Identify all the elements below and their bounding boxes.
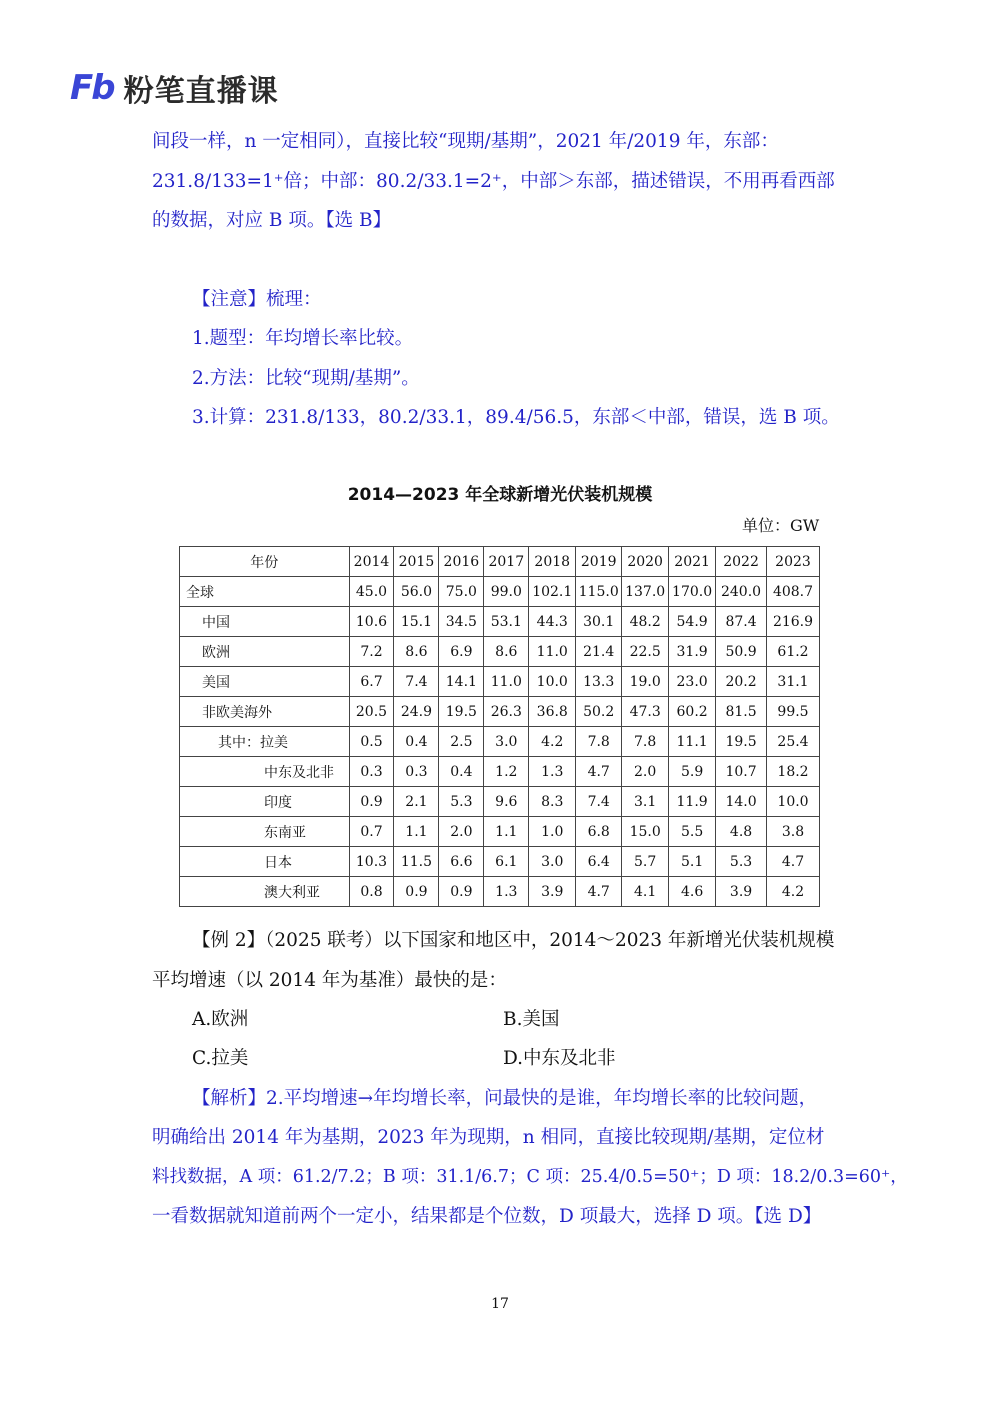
table-cell: 1.3 bbox=[529, 757, 576, 787]
row-label: 东南亚 bbox=[180, 817, 350, 847]
table-cell: 26.3 bbox=[484, 697, 529, 727]
row-label: 澳大利亚 bbox=[180, 877, 350, 907]
table-cell: 15.1 bbox=[394, 607, 439, 637]
table-cell: 53.1 bbox=[484, 607, 529, 637]
table-cell: 8.3 bbox=[529, 787, 576, 817]
table-row bbox=[180, 817, 820, 847]
table-cell: 61.2 bbox=[767, 637, 820, 667]
table-cell: 102.1 bbox=[529, 577, 576, 607]
table-cell: 216.9 bbox=[767, 607, 820, 637]
header-year: 2022 bbox=[716, 547, 767, 577]
row-label: 印度 bbox=[180, 787, 350, 817]
table-cell: 50.2 bbox=[576, 697, 622, 727]
table-cell: 10.0 bbox=[767, 787, 820, 817]
table-row bbox=[180, 847, 820, 877]
table-cell: 99.5 bbox=[767, 697, 820, 727]
intro-line-2: 231.8/133=1⁺倍；中部：80.2/33.1=2⁺，中部＞东部，描述错误，不用再看西部 bbox=[152, 171, 835, 192]
table-cell: 4.6 bbox=[669, 877, 716, 907]
table-cell: 60.2 bbox=[669, 697, 716, 727]
table-cell: 4.1 bbox=[622, 877, 669, 907]
table-cell: 7.2 bbox=[349, 637, 394, 667]
option-a: A.欧洲 bbox=[192, 1009, 249, 1030]
table-cell: 31.9 bbox=[669, 637, 716, 667]
table-cell: 11.5 bbox=[394, 847, 439, 877]
table-cell: 2.0 bbox=[622, 757, 669, 787]
table-row bbox=[180, 577, 820, 607]
table-cell: 3.9 bbox=[529, 877, 576, 907]
table-cell: 6.9 bbox=[439, 637, 484, 667]
table-cell: 4.7 bbox=[576, 877, 622, 907]
table-cell: 0.7 bbox=[349, 817, 394, 847]
table-cell: 9.6 bbox=[484, 787, 529, 817]
table-row bbox=[180, 877, 820, 907]
table-cell: 19.5 bbox=[716, 727, 767, 757]
table-cell: 54.9 bbox=[669, 607, 716, 637]
table-cell: 56.0 bbox=[394, 577, 439, 607]
table-cell: 115.0 bbox=[576, 577, 622, 607]
table-cell: 20.5 bbox=[349, 697, 394, 727]
option-c: C.拉美 bbox=[192, 1048, 249, 1069]
table-cell: 99.0 bbox=[484, 577, 529, 607]
header-year: 2019 bbox=[576, 547, 622, 577]
option-d: D.中东及北非 bbox=[503, 1048, 616, 1069]
table-cell: 0.8 bbox=[349, 877, 394, 907]
table-cell: 14.1 bbox=[439, 667, 484, 697]
table-header-row bbox=[180, 547, 820, 577]
table-cell: 1.2 bbox=[484, 757, 529, 787]
question-line-2: 平均增速（以 2014 年为基准）最快的是： bbox=[152, 970, 507, 991]
table-cell: 5.5 bbox=[669, 817, 716, 847]
brand-logo bbox=[70, 66, 279, 110]
table-cell: 0.9 bbox=[394, 877, 439, 907]
table-cell: 15.0 bbox=[622, 817, 669, 847]
table-cell: 11.0 bbox=[484, 667, 529, 697]
table-cell: 3.9 bbox=[716, 877, 767, 907]
note-item-3: 3.计算：231.8/133，80.2/33.1，89.4/56.5，东部＜中部，错误，选 B 项。 bbox=[192, 407, 840, 428]
table-cell: 36.8 bbox=[529, 697, 576, 727]
table-cell: 5.3 bbox=[439, 787, 484, 817]
table-row bbox=[180, 607, 820, 637]
table-cell: 47.3 bbox=[622, 697, 669, 727]
table-cell: 0.3 bbox=[394, 757, 439, 787]
table-cell: 8.6 bbox=[484, 637, 529, 667]
row-label: 美国 bbox=[180, 667, 350, 697]
table-cell: 1.3 bbox=[484, 877, 529, 907]
table-cell: 3.1 bbox=[622, 787, 669, 817]
header-year: 2023 bbox=[767, 547, 820, 577]
table-cell: 22.5 bbox=[622, 637, 669, 667]
header-year: 2014 bbox=[349, 547, 394, 577]
table-cell: 31.1 bbox=[767, 667, 820, 697]
analysis-line-4: 一看数据就知道前两个一定小，结果都是个位数，D 项最大，选择 D 项。【选 D】 bbox=[152, 1206, 822, 1227]
table-cell: 5.3 bbox=[716, 847, 767, 877]
table-cell: 10.6 bbox=[349, 607, 394, 637]
table-cell: 7.4 bbox=[576, 787, 622, 817]
table-cell: 34.5 bbox=[439, 607, 484, 637]
table-cell: 7.8 bbox=[576, 727, 622, 757]
table-row bbox=[180, 637, 820, 667]
table-row bbox=[180, 667, 820, 697]
table-cell: 13.3 bbox=[576, 667, 622, 697]
table-cell: 10.3 bbox=[349, 847, 394, 877]
table-cell: 24.9 bbox=[394, 697, 439, 727]
note-heading: 【注意】梳理： bbox=[192, 289, 322, 310]
table-cell: 6.6 bbox=[439, 847, 484, 877]
row-label: 中东及北非 bbox=[180, 757, 350, 787]
analysis-line-2: 明确给出 2014 年为基期，2023 年为现期，n 相同，直接比较现期/基期，定位材 bbox=[152, 1127, 825, 1148]
table-row bbox=[180, 727, 820, 757]
table-cell: 4.2 bbox=[529, 727, 576, 757]
table-cell: 1.1 bbox=[394, 817, 439, 847]
table-cell: 10.0 bbox=[529, 667, 576, 697]
table-cell: 25.4 bbox=[767, 727, 820, 757]
header-year: 2020 bbox=[622, 547, 669, 577]
table-cell: 7.8 bbox=[622, 727, 669, 757]
table-cell: 1.0 bbox=[529, 817, 576, 847]
row-label: 中国 bbox=[180, 607, 350, 637]
header-year: 2016 bbox=[439, 547, 484, 577]
header-year-label: 年份 bbox=[180, 547, 350, 577]
intro-line-1: 间段一样，n 一定相同），直接比较“现期/基期”，2021 年/2019 年，东部： bbox=[152, 131, 779, 152]
row-label: 其中：拉美 bbox=[180, 727, 350, 757]
table-cell: 45.0 bbox=[349, 577, 394, 607]
table-cell: 6.1 bbox=[484, 847, 529, 877]
table-cell: 6.4 bbox=[576, 847, 622, 877]
table-cell: 10.7 bbox=[716, 757, 767, 787]
pv-capacity-table bbox=[179, 546, 820, 907]
header-year: 2021 bbox=[669, 547, 716, 577]
table-cell: 6.7 bbox=[349, 667, 394, 697]
note-item-2: 2.方法：比较“现期/基期”。 bbox=[192, 368, 420, 389]
table-cell: 81.5 bbox=[716, 697, 767, 727]
table-cell: 5.7 bbox=[622, 847, 669, 877]
table-cell: 1.1 bbox=[484, 817, 529, 847]
table-cell: 4.7 bbox=[767, 847, 820, 877]
header-year: 2015 bbox=[394, 547, 439, 577]
table-cell: 2.5 bbox=[439, 727, 484, 757]
table-cell: 0.4 bbox=[394, 727, 439, 757]
table-cell: 30.1 bbox=[576, 607, 622, 637]
table-cell: 4.2 bbox=[767, 877, 820, 907]
table-cell: 11.0 bbox=[529, 637, 576, 667]
table-cell: 11.1 bbox=[669, 727, 716, 757]
header-year: 2017 bbox=[484, 547, 529, 577]
table-cell: 19.5 bbox=[439, 697, 484, 727]
table-cell: 18.2 bbox=[767, 757, 820, 787]
table-cell: 0.9 bbox=[349, 787, 394, 817]
page-number: 17 bbox=[491, 1296, 509, 1312]
table-cell: 20.2 bbox=[716, 667, 767, 697]
table-cell: 48.2 bbox=[622, 607, 669, 637]
option-b: B.美国 bbox=[503, 1009, 560, 1030]
row-label: 欧洲 bbox=[180, 637, 350, 667]
table-cell: 75.0 bbox=[439, 577, 484, 607]
logo-text: 粉笔直播课 bbox=[123, 74, 279, 109]
table-cell: 6.8 bbox=[576, 817, 622, 847]
table-cell: 0.9 bbox=[439, 877, 484, 907]
question-line-1: 【例 2】（2025 联考）以下国家和地区中，2014～2023 年新增光伏装机规模 bbox=[192, 930, 835, 951]
table-cell: 50.9 bbox=[716, 637, 767, 667]
table-cell: 3.8 bbox=[767, 817, 820, 847]
table-cell: 19.0 bbox=[622, 667, 669, 697]
table-cell: 21.4 bbox=[576, 637, 622, 667]
table-cell: 408.7 bbox=[767, 577, 820, 607]
header-year: 2018 bbox=[529, 547, 576, 577]
row-label: 日本 bbox=[180, 847, 350, 877]
table-cell: 0.3 bbox=[349, 757, 394, 787]
note-item-1: 1.题型：年均增长率比较。 bbox=[192, 328, 414, 349]
table-cell: 5.9 bbox=[669, 757, 716, 787]
table-cell: 5.1 bbox=[669, 847, 716, 877]
table-cell: 7.4 bbox=[394, 667, 439, 697]
table-cell: 137.0 bbox=[622, 577, 669, 607]
intro-line-3: 的数据，对应 B 项。【选 B】 bbox=[152, 210, 392, 231]
logo-mark: Fb bbox=[70, 68, 114, 108]
table-row bbox=[180, 757, 820, 787]
row-label: 全球 bbox=[180, 577, 350, 607]
table-title: 2014—2023 年全球新增光伏装机规模 bbox=[347, 485, 653, 505]
row-label: 非欧美海外 bbox=[180, 697, 350, 727]
table-cell: 23.0 bbox=[669, 667, 716, 697]
table-unit: 单位：GW bbox=[742, 516, 820, 535]
table-cell: 4.8 bbox=[716, 817, 767, 847]
analysis-line-1: 【解析】2.平均增速→年均增长率，问最快的是谁，年均增长率的比较问题， bbox=[192, 1088, 818, 1109]
table-cell: 87.4 bbox=[716, 607, 767, 637]
table-cell: 0.4 bbox=[439, 757, 484, 787]
table-row bbox=[180, 787, 820, 817]
table-cell: 0.5 bbox=[349, 727, 394, 757]
table-cell: 8.6 bbox=[394, 637, 439, 667]
table-cell: 44.3 bbox=[529, 607, 576, 637]
analysis-line-3: 料找数据，A 项：61.2/7.2；B 项：31.1/6.7；C 项：25.4/0.5=50⁺；D 项：18.2/0.3=60⁺， bbox=[152, 1167, 908, 1187]
table-cell: 170.0 bbox=[669, 577, 716, 607]
table-cell: 240.0 bbox=[716, 577, 767, 607]
table-cell: 3.0 bbox=[529, 847, 576, 877]
table-cell: 11.9 bbox=[669, 787, 716, 817]
table-cell: 2.1 bbox=[394, 787, 439, 817]
table-cell: 3.0 bbox=[484, 727, 529, 757]
table-cell: 4.7 bbox=[576, 757, 622, 787]
table-row bbox=[180, 697, 820, 727]
table-cell: 14.0 bbox=[716, 787, 767, 817]
table-cell: 2.0 bbox=[439, 817, 484, 847]
